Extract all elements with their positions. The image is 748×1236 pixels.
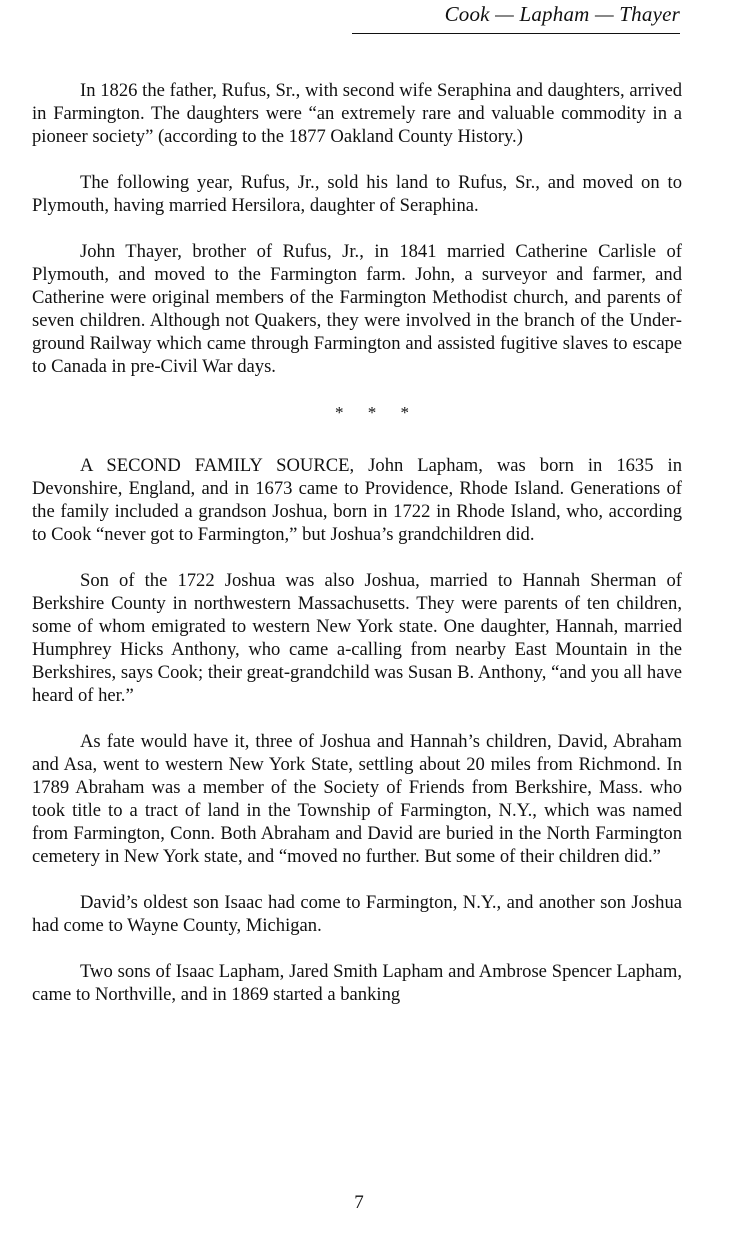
running-head-rule [352,33,680,34]
paragraph-northville-bank: Two sons of Isaac Lapham, Jared Smith Lapham and Ambrose Spencer Lapham, came to Northville, and in 1869 started a banking [32,961,682,1005]
paragraph-arrival-1826: In 1826 the father, Rufus, Sr., with second wife Seraphina and daughters, arrived in Farmington. The daughters were “an extremely rare and valuable commodity in a pioneer society” (according to the 1877 Oakland County History.) [32,80,682,147]
body-text [32,79,682,1029]
paragraph-john-thayer: John Thayer, brother of Rufus, Jr., in 1841 married Catherine Carlisle of Plymouth, and moved to the Farmington farm. John, a surveyor and farmer, and Catherine were original members of the Farmington Methodist church, and parents of seven children. Although not Quakers, they were involved in the branch of the Underground Railway which came through Farmington and assisted fugitive slaves to escape to Canada in pre-Civil War days. [32,241,682,377]
paragraph-western-new-york: As fate would have it, three of Joshua and Hannah’s children, David, Abraham and Asa, went to western New York State, settling about 20 miles from Richmond. In 1789 Abraham was a member of the Society of Friends from Berkshire, Mass. who took title to a tract of land in the Township of Farmington, N.Y., which was named from Farmington, Conn. Both Abraham and David are buried in the North Farmington cemetery in New York state, and “moved no further. But some of their children did.” [32,731,682,867]
paragraph-joshua-hannah: Son of the 1722 Joshua was also Joshua, married to Hannah Sherman of Berkshire County in northwestern Massachusetts. They were parents of ten children, some of whom emigrated to western New York state. One daughter, Hannah, married Humphrey Hicks Anthony, who came a-calling from nearby East Mountain in the Berkshires, says Cook; their great-grandchild was Susan B. Anthony, “and you all have heard of her.” [32,570,682,706]
section-divider: * * * [335,403,419,422]
page-number: 7 [354,1192,364,1213]
paragraph-move-plymouth: The following year, Rufus, Jr., sold his land to Rufus, Sr., and moved on to Plymouth, having married Hersilora, daughter of Seraphina. [32,172,682,216]
paragraph-isaac-joshua: David’s oldest son Isaac had come to Farmington, N.Y., and another son Joshua had come to Wayne County, Michigan. [32,892,682,936]
paragraph-john-lapham: A SECOND FAMILY SOURCE, John Lapham, was born in 1635 in Devonshire, England, and in 1673 came to Providence, Rhode Island. Generations of the family included a grandson Joshua, born in 1722 in Rhode Island, who, according to Cook “never got to Farmington,” but Joshua’s grandchildren did. [32,455,682,545]
running-head: Cook — Lapham — Thayer [444,2,680,26]
